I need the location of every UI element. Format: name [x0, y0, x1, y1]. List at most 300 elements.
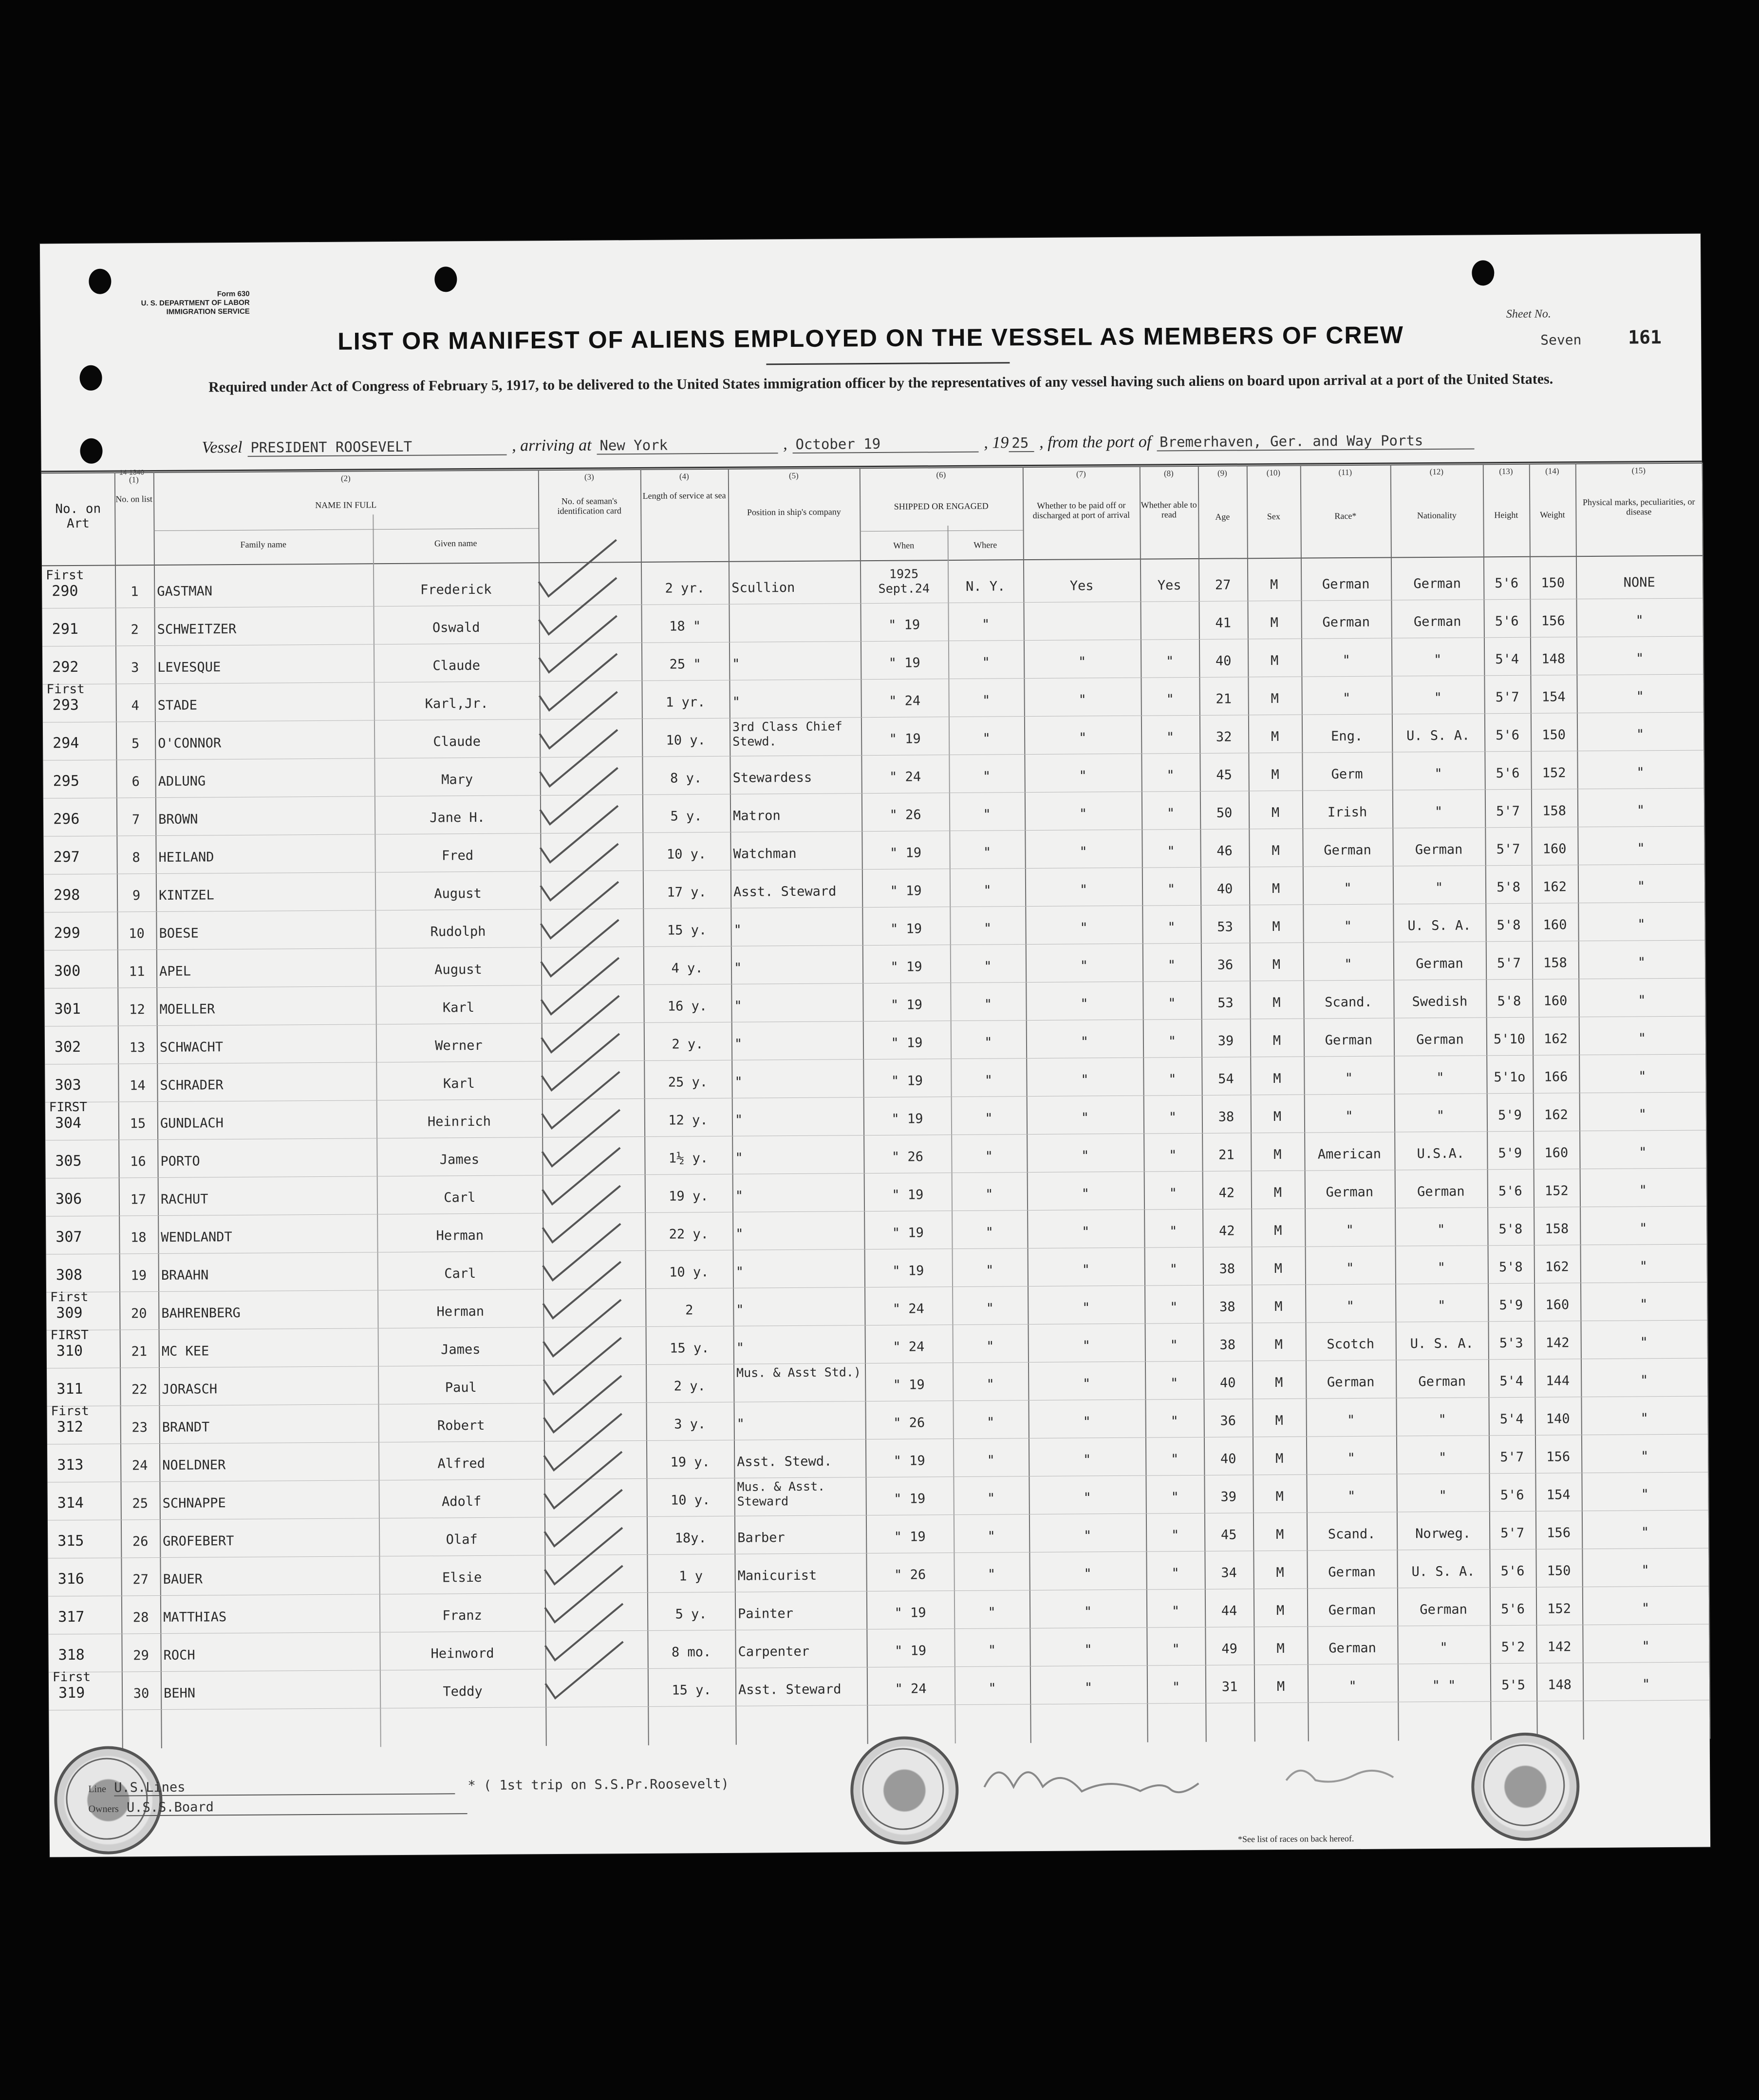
cell-race: " — [1342, 653, 1350, 668]
cell-nationality: " — [1434, 690, 1442, 705]
cell-manifest: 305 — [55, 1152, 82, 1170]
column-number: (6) — [936, 470, 946, 480]
line-value: U.S.Lines — [114, 1778, 455, 1796]
cell-race: " — [1346, 1299, 1355, 1314]
cell-weight: 144 — [1546, 1373, 1570, 1389]
cell-where: " — [983, 883, 992, 898]
cell-position: Mus. & Asst. Steward — [737, 1479, 825, 1509]
cell-age: 39 — [1220, 1489, 1237, 1505]
cell-marks: " — [1639, 1221, 1647, 1236]
cell-race: " — [1347, 1450, 1355, 1466]
cell-where: " — [987, 1453, 995, 1468]
cell-paid: " — [1081, 1110, 1089, 1126]
cell-manifest: 317 — [58, 1608, 85, 1626]
cell-paid: " — [1084, 1642, 1092, 1658]
cell-age: 38 — [1219, 1261, 1235, 1277]
cell-age: 38 — [1218, 1109, 1235, 1125]
cell-nationality: " — [1434, 804, 1443, 819]
cell-marks: " — [1637, 917, 1646, 932]
cell-manifest: 293 — [52, 696, 79, 714]
cell-no: 9 — [132, 888, 141, 904]
cell-nationality: German — [1415, 842, 1463, 858]
cell-weight: 162 — [1543, 1031, 1568, 1047]
cell-family: SCHWACHT — [159, 1040, 224, 1055]
cell-nationality: " — [1437, 1260, 1446, 1275]
cell-sex: M — [1275, 1527, 1284, 1542]
cell-sex: M — [1273, 1185, 1282, 1201]
cell-read: " — [1169, 1186, 1178, 1201]
cell-given: Rudolph — [430, 924, 486, 940]
cell-paid: " — [1079, 768, 1087, 784]
cell-paid: " — [1082, 1300, 1090, 1316]
punch-hole — [1472, 260, 1494, 285]
cell-height: 5'4 — [1495, 651, 1519, 667]
column-number: (4) — [679, 472, 689, 481]
cell-paid: " — [1083, 1490, 1091, 1506]
cell-read: " — [1169, 1262, 1178, 1277]
cell-when: " 19 — [891, 1073, 923, 1089]
cell-height: 5'6 — [1501, 1601, 1525, 1617]
cell-service: 12 y. — [668, 1113, 708, 1128]
cell-nationality: " — [1438, 1298, 1446, 1313]
cell-height: 5'7 — [1497, 955, 1521, 971]
cell-read: " — [1165, 654, 1174, 669]
cell-given: August — [434, 886, 482, 902]
cell-weight: 158 — [1545, 1221, 1569, 1237]
cell-when: " 26 — [894, 1567, 926, 1583]
cell-paid: " — [1083, 1528, 1092, 1544]
cell-age: 21 — [1216, 691, 1232, 707]
cell-height: 5'8 — [1498, 1221, 1523, 1237]
cell-paid: " — [1080, 996, 1088, 1012]
cell-nationality: U. S. A. — [1407, 918, 1471, 934]
form-info — [104, 290, 250, 317]
cell-no: 27 — [132, 1572, 149, 1588]
cell-position: " — [735, 1226, 744, 1242]
cell-position: " — [732, 694, 741, 710]
cell-race: " — [1348, 1678, 1357, 1694]
sheet-number: 161 — [1628, 326, 1662, 348]
cell-race: Scand. — [1325, 994, 1372, 1010]
cell-position: Mus. & Asst Std.) — [736, 1365, 861, 1380]
cell-family: MATTHIAS — [163, 1609, 227, 1625]
cell-sex: M — [1275, 1451, 1284, 1466]
column-number: (5) — [788, 471, 799, 481]
cell-paid: " — [1082, 1338, 1090, 1354]
cell-marks: " — [1635, 651, 1644, 666]
cell-sex: M — [1274, 1299, 1283, 1314]
cell-weight: 162 — [1543, 879, 1567, 895]
cell-paid: " — [1082, 1224, 1090, 1240]
cell-manifest: 319 — [58, 1684, 85, 1702]
cell-weight: 148 — [1548, 1677, 1572, 1693]
cell-position: " — [733, 922, 742, 938]
cell-weight: 142 — [1545, 1335, 1570, 1351]
cell-race: German — [1324, 842, 1371, 858]
cell-service: 8 mo. — [671, 1645, 711, 1660]
cell-race: " — [1347, 1412, 1355, 1428]
cell-weight: 156 — [1541, 613, 1565, 629]
cell-given: Herman — [436, 1304, 485, 1320]
cell-position: Asst. Steward — [738, 1682, 842, 1698]
cell-race: Germ — [1331, 766, 1363, 782]
cell-read: " — [1171, 1528, 1179, 1543]
cell-manifest: 318 — [58, 1646, 85, 1664]
cell-race: Eng. — [1331, 728, 1363, 744]
cell-manifest: 294 — [53, 734, 79, 752]
cell-nationality: German — [1413, 576, 1461, 592]
cell-given: Paul — [445, 1380, 477, 1396]
cell-manifest: 308 — [56, 1266, 83, 1284]
first-trip-note: First — [50, 1289, 89, 1305]
cell-age: 40 — [1219, 1375, 1236, 1391]
cell-no: 5 — [131, 736, 140, 752]
cell-height: 5'6 — [1495, 613, 1519, 629]
cell-sex: M — [1276, 1565, 1284, 1580]
year-label: , 19 — [984, 434, 1009, 452]
title-rule — [766, 362, 1010, 365]
cell-age: 40 — [1220, 1451, 1236, 1467]
cell-marks: " — [1637, 879, 1646, 894]
cell-where: " — [982, 693, 991, 708]
cell-no: 24 — [131, 1458, 148, 1474]
cell-where: " — [984, 1073, 993, 1088]
cell-position: Watchman — [733, 846, 797, 862]
cell-height: 5'5 — [1501, 1677, 1526, 1693]
cell-marks: " — [1636, 765, 1645, 780]
cell-sex: M — [1274, 1337, 1283, 1352]
cell-manifest: 312 — [56, 1418, 84, 1436]
consulate-seal — [850, 1736, 959, 1845]
cell-given: Elsie — [442, 1570, 482, 1586]
cell-family: BEHN — [164, 1685, 196, 1701]
cell-manifest: 313 — [57, 1456, 84, 1474]
cell-service: 22 y. — [669, 1227, 709, 1242]
cell-sex: M — [1276, 1679, 1285, 1694]
cell-family: RACHUT — [160, 1192, 208, 1207]
cell-manifest: 307 — [56, 1228, 82, 1246]
cell-manifest: 310 — [56, 1342, 83, 1360]
cell-no: 2 — [131, 622, 139, 638]
cell-given: Werner — [435, 1038, 483, 1054]
cell-age: 45 — [1216, 767, 1232, 783]
cell-marks: " — [1642, 1677, 1650, 1692]
column-number: (12) — [1429, 467, 1444, 477]
cell-height: 5'7 — [1496, 841, 1520, 857]
list-number-header: No. on list — [115, 494, 152, 504]
cell-when: " 24 — [892, 1301, 924, 1317]
cell-where: " — [984, 1035, 992, 1050]
cell-sex: M — [1270, 653, 1279, 669]
cell-marks: " — [1641, 1563, 1649, 1578]
cell-sex: M — [1275, 1413, 1283, 1428]
able-to-read-header: Whether able to read — [1141, 499, 1197, 520]
cell-nationality: Norweg. — [1415, 1526, 1471, 1542]
cell-position: Barber — [737, 1530, 785, 1546]
cell-given: Heinword — [430, 1646, 494, 1662]
cell-family: BAHRENBERG — [161, 1305, 241, 1321]
cell-when: " 19 — [889, 731, 921, 747]
race-footnote: *See list of races on back hereof. — [1237, 1834, 1354, 1844]
cell-read: " — [1172, 1680, 1180, 1695]
cell-read: " — [1168, 1072, 1177, 1087]
cell-where: " — [983, 921, 992, 936]
cell-where: " — [981, 617, 990, 632]
column-number: (11) — [1338, 467, 1352, 477]
punch-hole — [80, 438, 102, 464]
form-number: Form 630 — [217, 289, 250, 299]
first-trip-note: FIRST — [49, 1099, 88, 1115]
cell-position: " — [735, 1188, 744, 1204]
cell-service: 4 y. — [671, 961, 703, 976]
cell-height: 5'8 — [1497, 917, 1521, 933]
cell-position: 3rd Class Chief Stewd. — [732, 719, 842, 749]
cell-weight: 160 — [1543, 993, 1568, 1009]
cell-no: 18 — [131, 1230, 147, 1246]
cell-service: 16 y. — [667, 999, 708, 1014]
vessel-name: PRESIDENT ROOSEVELT — [247, 438, 506, 457]
given-name-header: Given name — [434, 538, 477, 549]
cell-paid: " — [1084, 1680, 1093, 1696]
paid-off-header: Whether to be paid off or discharged at port of arrival — [1032, 500, 1130, 521]
cell-where: " — [983, 845, 992, 860]
cell-age: 38 — [1219, 1337, 1236, 1353]
cell-where: " — [985, 1187, 993, 1202]
cell-age: 42 — [1218, 1223, 1235, 1239]
cell-when: " 24 — [889, 769, 921, 785]
cell-position: " — [733, 960, 742, 976]
cell-age: 36 — [1217, 957, 1234, 973]
department: U. S. DEPARTMENT OF LABOR — [141, 298, 250, 308]
cell-sex: M — [1272, 881, 1280, 897]
cell-family: JORASCH — [162, 1381, 218, 1397]
cell-service: 18y. — [674, 1531, 707, 1546]
cell-position: " — [734, 998, 742, 1014]
footer-notes — [88, 1777, 729, 1816]
cell-sex: M — [1273, 1109, 1282, 1125]
cell-given: Carl — [444, 1266, 476, 1282]
cell-manifest: 309 — [56, 1304, 83, 1322]
column-number: (14) — [1545, 466, 1559, 476]
cell-where: " — [984, 959, 992, 974]
cell-paid: " — [1080, 1034, 1089, 1050]
cell-age: 54 — [1218, 1071, 1234, 1087]
cell-service: 1 y — [679, 1569, 703, 1584]
cell-where: " — [986, 1301, 994, 1316]
cell-read: " — [1166, 768, 1175, 783]
cell-family: BAUER — [163, 1571, 203, 1587]
cell-family: BOESE — [159, 926, 199, 941]
cell-when: " 24 — [889, 693, 921, 709]
manifest-table — [41, 463, 1710, 1769]
cell-manifest: 315 — [57, 1532, 84, 1550]
cell-family: BRANDT — [162, 1419, 210, 1435]
cell-given: Claude — [432, 658, 481, 674]
cell-read: " — [1170, 1338, 1178, 1353]
cell-given: James — [441, 1342, 481, 1358]
cell-marks: " — [1640, 1449, 1649, 1464]
cell-service: 15 y. — [672, 1683, 711, 1698]
first-trip-note: FIRST — [50, 1327, 89, 1343]
cell-read: " — [1167, 844, 1175, 859]
cell-when: 1925 Sept.24 — [878, 567, 930, 596]
cell-paid: " — [1079, 806, 1087, 822]
cell-no: 26 — [132, 1534, 149, 1550]
cell-no: 30 — [133, 1686, 150, 1702]
cell-manifest: 290 — [52, 582, 78, 600]
cell-no: 16 — [130, 1154, 146, 1170]
cell-height: 5'7 — [1500, 1525, 1525, 1541]
cell-height: 5'6 — [1495, 575, 1519, 591]
cell-race: German — [1328, 1564, 1376, 1580]
cell-when: " 19 — [892, 1225, 924, 1241]
cell-family: MOELLER — [159, 1002, 215, 1017]
cell-where: " — [988, 1681, 996, 1696]
cell-when: " 19 — [893, 1453, 925, 1469]
where-header: Where — [973, 540, 997, 550]
cell-read: " — [1172, 1642, 1180, 1657]
physical-marks-header: Physical marks, peculiarities, or disease — [1582, 496, 1695, 517]
cell-marks: " — [1638, 1031, 1647, 1046]
column-number: (1) — [129, 475, 139, 485]
cell-service: 2 y. — [672, 1037, 704, 1052]
cell-manifest: 295 — [53, 772, 79, 790]
cell-race: Irish — [1327, 804, 1367, 820]
cell-weight: 150 — [1542, 727, 1566, 743]
cell-race: German — [1329, 1640, 1376, 1656]
cell-family: STADE — [157, 698, 198, 713]
cell-position: " — [735, 1150, 743, 1166]
cell-nationality: U.S.A. — [1417, 1146, 1465, 1162]
cell-height: 5'6 — [1500, 1563, 1525, 1579]
cell-when: " 19 — [888, 617, 920, 633]
cell-no: 14 — [130, 1078, 146, 1094]
cell-height: 5'1o — [1494, 1069, 1526, 1085]
cell-nationality: " — [1435, 880, 1443, 895]
cell-paid: " — [1079, 882, 1088, 898]
cell-height: 5'3 — [1499, 1335, 1523, 1351]
arrival-year: 25 — [1009, 435, 1034, 452]
cell-marks: " — [1635, 613, 1644, 628]
first-trip-note: First — [46, 681, 85, 697]
cell-when: " 19 — [891, 1111, 923, 1127]
cell-family: SCHNAPPE — [162, 1495, 226, 1511]
pencil-check-marks — [41, 463, 1710, 1749]
cell-service: 8 y. — [670, 771, 702, 786]
cell-no: 1 — [131, 584, 139, 600]
when-header: When — [893, 540, 915, 550]
arriving-label: , arriving at — [512, 436, 592, 455]
sheet-no-label: Sheet No. — [1506, 307, 1551, 321]
cell-race: " — [1344, 957, 1352, 972]
arrival-date: October 19 — [792, 435, 978, 454]
cell-read: " — [1170, 1376, 1179, 1391]
cell-service: 18 " — [669, 619, 701, 634]
cell-service: 5 y. — [670, 809, 702, 824]
cell-height: 5'6 — [1496, 727, 1520, 743]
cell-nationality: German — [1420, 1602, 1467, 1618]
cell-height: 5'6 — [1496, 765, 1520, 781]
cell-weight: 160 — [1544, 1145, 1569, 1161]
cell-given: Heinrich — [427, 1114, 491, 1130]
cell-sex: M — [1272, 957, 1281, 973]
cell-age: 32 — [1216, 729, 1232, 745]
cell-weight: 154 — [1546, 1487, 1571, 1503]
cell-where: " — [987, 1567, 996, 1582]
age-header: Age — [1215, 511, 1230, 522]
cell-manifest: 292 — [52, 658, 79, 676]
cell-no: 28 — [132, 1610, 149, 1626]
cell-height: 5'8 — [1498, 1259, 1523, 1275]
cell-age: 46 — [1216, 843, 1233, 859]
cell-given: Jane H. — [430, 810, 486, 826]
first-trip-note: First — [45, 568, 84, 583]
cell-marks: " — [1638, 1069, 1647, 1084]
cell-service: 5 y. — [675, 1607, 707, 1622]
cell-given: Carl — [444, 1190, 476, 1206]
cell-age: 31 — [1221, 1679, 1238, 1695]
cell-position: Scullion — [731, 580, 795, 596]
cell-paid: " — [1081, 1186, 1090, 1202]
first-trip-note: First — [52, 1669, 91, 1685]
cell-read: " — [1169, 1148, 1177, 1163]
cell-height: 5'9 — [1497, 1107, 1522, 1123]
cell-when: " 26 — [889, 807, 921, 823]
cell-marks: " — [1641, 1601, 1650, 1616]
cell-service: 17 y. — [667, 885, 707, 900]
cell-marks: " — [1640, 1411, 1648, 1426]
cell-paid: " — [1078, 730, 1087, 746]
cell-position: Manicurist — [737, 1568, 817, 1584]
cell-no: 13 — [129, 1040, 146, 1056]
cell-when: " 24 — [893, 1339, 925, 1355]
cell-height: 5'7 — [1496, 803, 1520, 819]
cell-when: " 19 — [891, 1035, 923, 1051]
cell-sex: M — [1275, 1375, 1283, 1390]
cell-paid: " — [1083, 1414, 1091, 1430]
sex-header: Sex — [1267, 511, 1280, 522]
cell-race: German — [1326, 1184, 1374, 1200]
cell-age: 42 — [1218, 1185, 1235, 1201]
cell-given: August — [434, 962, 482, 978]
cell-where: " — [983, 807, 991, 822]
cell-given: Karl — [442, 1000, 475, 1016]
cell-given: Oswald — [432, 620, 480, 636]
cell-nationality: " — [1433, 652, 1442, 667]
cell-no: 11 — [129, 964, 145, 980]
cell-paid: " — [1079, 844, 1087, 860]
cell-given: Karl,Jr. — [425, 696, 488, 712]
cell-position: " — [734, 1036, 743, 1052]
cell-paid: " — [1081, 1072, 1089, 1088]
cell-read: " — [1170, 1300, 1178, 1315]
cell-read: " — [1171, 1566, 1179, 1581]
cell-read: " — [1168, 1034, 1177, 1049]
cell-no: 7 — [131, 812, 140, 828]
cell-paid: " — [1080, 958, 1088, 974]
cell-weight: 156 — [1547, 1525, 1571, 1541]
cell-no: 20 — [131, 1306, 147, 1322]
cell-read: " — [1166, 806, 1175, 821]
cell-paid: " — [1083, 1452, 1091, 1468]
cell-age: 34 — [1221, 1565, 1237, 1581]
cell-sex: M — [1271, 691, 1279, 707]
cell-family: NOELDNER — [162, 1457, 226, 1473]
vessel-line: Vessel PRESIDENT ROOSEVELT , arriving at New York , October 19 , 19 25 , from the port of Bremerhaven, Ger. and Way Ports — [202, 430, 1474, 457]
cell-position: Matron — [733, 808, 781, 824]
cell-paid: " — [1084, 1566, 1092, 1582]
name-header: NAME IN FULL — [315, 500, 377, 511]
